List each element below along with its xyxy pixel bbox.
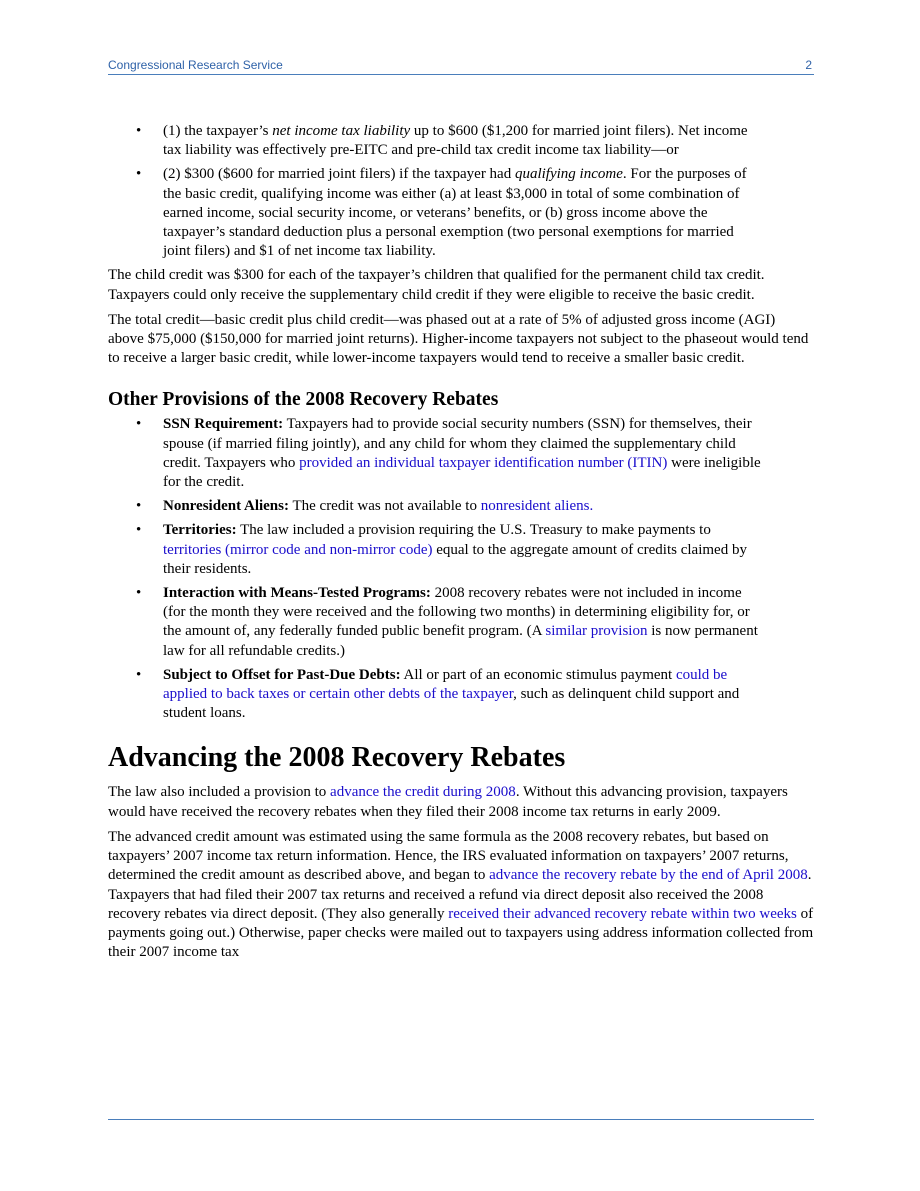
advance-credit-link[interactable]: advance the credit during 2008 [330, 784, 516, 801]
total-credit-paragraph: The total credit—basic credit plus child credit—was phased out at a rate of 5% of adjusted gross income (AGI) above $75,000 ($150,000 for married joint returns). Higher-income taxpayers not subject to the phaseout would tend to receive a larger basic credit, while lower-income taxpayers would tend to receive a smaller basic credit. [108, 311, 809, 367]
territories-link[interactable]: territories (mirror code and non-mirror code) [163, 541, 433, 558]
other-provisions-list [108, 415, 814, 723]
two-weeks-link[interactable]: received their advanced recovery rebate within two weeks [448, 905, 797, 922]
list-item: • (1) the taxpayer’s net income tax liability up to $600 ($1,200 for married joint filers). Net income tax liability was effectively pre-EITC and pre-child tax credit income tax liability—or [108, 122, 763, 160]
list-item-nonresident: • Nonresident Aliens: The credit was not available to nonresident aliens. [108, 497, 763, 516]
page-header [108, 58, 814, 75]
basic-credit-list [108, 122, 814, 261]
itin-link[interactable]: provided an individual taxpayer identification number (ITIN) [299, 454, 668, 471]
advance-rebate-april-link[interactable]: advance the recovery rebate by the end of April 2008 [489, 867, 808, 884]
back-taxes-link[interactable]: could be applied to back taxes or certain other debts of the taxpayer [163, 666, 728, 703]
child-credit-paragraph: The child credit was $300 for each of the taxpayer’s children that qualified for the permanent child tax credit. Taxpayers could only receive the supplementary child credit if they were eligible to receive the basic credit. [108, 267, 765, 303]
similar-provision-link[interactable]: similar provision [545, 623, 648, 640]
header-org: Congressional Research Service [108, 58, 283, 72]
list-item-means-tested: • Interaction with Means-Tested Programs: 2008 recovery rebates were not included in income (for the month they were received and the following two months) in determining eligibility for, or the amount of, any federally funded public benefit program. (A similar provision is now permanent law for all refundable credits.) [108, 584, 763, 661]
advancing-heading: Advancing the 2008 Recovery Rebates [108, 742, 566, 774]
footer-divider [108, 1119, 814, 1120]
other-provisions-heading: Other Provisions of the 2008 Recovery Rebates [108, 389, 499, 411]
list-item-territories: • Territories: The law included a provision requiring the U.S. Treasury to make payments to territories (mirror code and non-mirror code) equal to the aggregate amount of credits claimed by their residents. [108, 521, 763, 579]
list-item-ssn: • SSN Requirement: Taxpayers had to provide social security numbers (SSN) for themselves, their spouse (if married filing jointly), and any child for whom they claimed the supplementary child credit. Taxpayers who provided an individual taxpayer identification number (ITIN) were ineligible for the credit. [108, 415, 763, 492]
document-body [108, 122, 814, 968]
list-item-offset: • Subject to Offset for Past-Due Debts: All or part of an economic stimulus payment could be applied to back taxes or certain other debts of the taxpayer, such as delinquent child support and student loans. [108, 666, 763, 724]
list-item: • (2) $300 ($600 for married joint filers) if the taxpayer had qualifying income. For the purposes of the basic credit, qualifying income was either (a) at least $3,000 in total of some combination of earned income, social security income, or veterans’ benefits, or (b) gross income above the taxpayer’s standard deduction plus a personal exemption (two personal exemptions for married joint filers) and $1 of net income tax liability. [108, 165, 763, 261]
advancing-paragraph-2: The advanced credit amount was estimated using the same formula as the 2008 recovery rebates, but based on taxpayers’ 2007 income tax return information. Hence, the IRS evaluated information on taxpayers’ 2007 returns, determined the credit amount as described above, and began to advance the recovery rebate by the end of April 2008. Taxpayers that had filed their 2007 tax returns and received a refund via direct deposit also received the 2008 recovery rebates via direct deposit. (They also generally received their advanced recovery rebate within two weeks of payments going out.) Otherwise, paper checks were mailed out to taxpayers using address information collected from their 2007 income tax [108, 828, 814, 961]
nonresident-link[interactable]: nonresident aliens. [480, 498, 594, 515]
page-number: 2 [805, 58, 812, 72]
advancing-paragraph-1: The law also included a provision to advance the credit during 2008. Without this advancing provision, taxpayers would have received the recovery rebates when they filed their 2008 income tax returns in early 2009. [108, 784, 788, 820]
